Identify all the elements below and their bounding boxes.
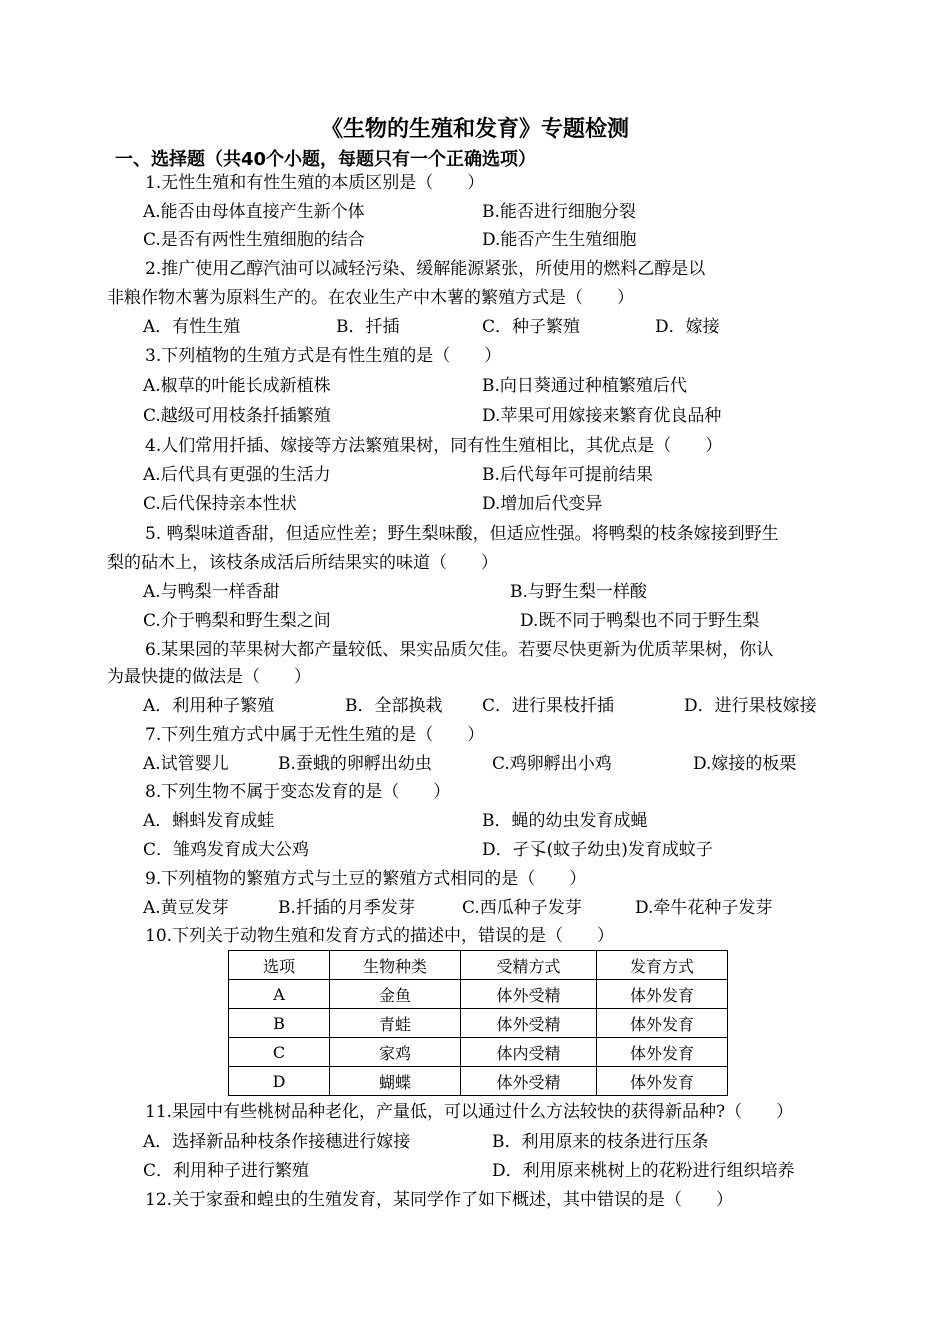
question-9-option-a: A.黄豆发芽 — [143, 898, 229, 918]
table-cell: 体外发育 — [597, 1038, 728, 1067]
table-cell: 体外发育 — [597, 1009, 728, 1038]
question-6-option-b: B．全部换栽 — [345, 696, 443, 716]
question-8-stem: 8.下列生物不属于变态发育的是（ ） — [145, 782, 451, 802]
question-8-option-b: B．蝇的幼虫发育成蝇 — [482, 811, 648, 831]
question-4-stem: 4.人们常用扦插、嫁接等方法繁殖果树，同有性生殖相比，其优点是（ ） — [145, 436, 723, 456]
table-row — [229, 980, 728, 1009]
question-7-option-a: A.试管婴儿 — [143, 754, 229, 774]
question-2-stem-line-1: 2.推广使用乙醇汽油可以减轻污染、缓解能源紧张，所使用的燃料乙醇是以 — [145, 259, 706, 279]
table-cell: 体外受精 — [461, 1067, 597, 1096]
question-7-option-c: C.鸡卵孵出小鸡 — [492, 754, 612, 774]
table-cell: 体外发育 — [597, 1067, 728, 1096]
question-8-option-a: A．蝌蚪发育成蛙 — [143, 811, 275, 831]
question-1-option-c: C.是否有两性生殖细胞的结合 — [143, 230, 365, 250]
question-2-option-b: B．扦插 — [336, 317, 400, 337]
table-header-cell: 选项 — [229, 951, 330, 980]
table-header-cell: 发育方式 — [597, 951, 728, 980]
table-cell: 青蛙 — [330, 1009, 461, 1038]
question-11-option-a: A．选择新品种枝条作接穗进行嫁接 — [143, 1132, 411, 1152]
question-8-option-d: D．孑孓(蚊子幼虫)发育成蚊子 — [482, 840, 713, 860]
question-3-option-b: B.向日葵通过种植繁殖后代 — [482, 376, 687, 396]
question-5-stem-line-1: 5. 鸭梨味道香甜，但适应性差；野生梨味酸，但适应性强。将鸭梨的枝条嫁接到野生 — [145, 524, 779, 544]
question-3-option-a: A.椒草的叶能长成新植株 — [143, 376, 331, 396]
table-cell: D — [229, 1067, 330, 1096]
question-1-stem: 1.无性生殖和有性生殖的本质区别是（ ） — [145, 173, 485, 193]
question-9-option-c: C.西瓜种子发芽 — [462, 898, 582, 918]
question-4-option-d: D.增加后代变异 — [482, 494, 603, 514]
question-1-option-a: A.能否由母体直接产生新个体 — [143, 202, 365, 222]
question-2-option-c: C．种子繁殖 — [482, 317, 581, 337]
question-7-option-b: B.蚕蛾的卵孵出幼虫 — [278, 754, 432, 774]
table-cell: A — [229, 980, 330, 1009]
table-row — [229, 1009, 728, 1038]
question-10-stem: 10.下列关于动物生殖和发育方式的描述中，错误的是（ ） — [145, 926, 615, 946]
question-1-option-d: D.能否产生生殖细胞 — [482, 230, 637, 250]
table-cell: 家鸡 — [330, 1038, 461, 1067]
question-10-table — [228, 950, 728, 1096]
question-2-stem-line-2: 非粮作物木薯为原料生产的。在农业生产中木薯的繁殖方式是（ ） — [107, 288, 634, 308]
question-6-option-a: A．利用种子繁殖 — [143, 696, 275, 716]
table-cell: B — [229, 1009, 330, 1038]
question-4-option-b: B.后代每年可提前结果 — [482, 465, 653, 485]
question-4-option-a: A.后代具有更强的生活力 — [143, 465, 331, 485]
question-3-option-d: D.苹果可用嫁接来繁育优良品种 — [482, 406, 722, 426]
question-9-stem: 9.下列植物的繁殖方式与土豆的繁殖方式相同的是（ ） — [145, 869, 587, 889]
question-2-option-d: D．嫁接 — [655, 317, 720, 337]
question-11-option-d: D．利用原来桃树上的花粉进行组织培养 — [492, 1161, 795, 1181]
table-row — [229, 1038, 728, 1067]
question-9-option-d: D.牵牛花种子发芽 — [635, 898, 773, 918]
question-12-stem: 12.关于家蚕和蝗虫的生殖发育，某同学作了如下概述，其中错误的是（ ） — [145, 1190, 734, 1210]
question-6-option-d: D．进行果枝嫁接 — [684, 696, 817, 716]
question-5-option-d: D.既不同于鸭梨也不同于野生梨 — [520, 611, 760, 631]
table-cell: 体外受精 — [461, 1009, 597, 1038]
table-cell: 体外受精 — [461, 980, 597, 1009]
table-cell: C — [229, 1038, 330, 1067]
question-3-option-c: C.越级可用枝条扦插繁殖 — [143, 406, 331, 426]
question-1-option-b: B.能否进行细胞分裂 — [482, 202, 636, 222]
table-cell: 体外发育 — [597, 980, 728, 1009]
question-2-option-a: A．有性生殖 — [143, 317, 241, 337]
page-title: 《生物的生殖和发育》专题检测 — [320, 117, 629, 142]
question-7-option-d: D.嫁接的板栗 — [693, 754, 797, 774]
question-8-option-c: C．雏鸡发育成大公鸡 — [143, 840, 310, 860]
question-6-option-c: C．进行果枝扦插 — [482, 696, 615, 716]
question-3-stem: 3.下列植物的生殖方式是有性生殖的是（ ） — [145, 346, 502, 366]
table-cell: 金鱼 — [330, 980, 461, 1009]
question-11-option-c: C．利用种子进行繁殖 — [143, 1161, 310, 1181]
question-6-stem-line-2: 为最快捷的做法是（ ） — [107, 667, 311, 687]
table-cell: 蝴蝶 — [330, 1067, 461, 1096]
table-header-row — [229, 951, 728, 980]
question-5-stem-line-2: 梨的砧木上，该枝条成活后所结果实的味道（ ） — [107, 553, 498, 573]
table-cell: 体内受精 — [461, 1038, 597, 1067]
question-6-stem-line-1: 6.某果园的苹果树大都产量较低、果实品质欠佳。若要尽快更新为优质苹果树，你认 — [145, 640, 774, 660]
question-5-option-a: A.与鸭梨一样香甜 — [143, 582, 280, 602]
question-7-stem: 7.下列生殖方式中属于无性生殖的是（ ） — [145, 725, 485, 745]
table-header-cell: 受精方式 — [461, 951, 597, 980]
question-5-option-c: C.介于鸭梨和野生梨之间 — [143, 611, 331, 631]
question-5-option-b: B.与野生梨一样酸 — [510, 582, 647, 602]
question-11-option-b: B．利用原来的枝条进行压条 — [492, 1132, 709, 1152]
question-9-option-b: B.扦插的月季发芽 — [278, 898, 415, 918]
table-row — [229, 1067, 728, 1096]
question-11-stem: 11.果园中有些桃树品种老化，产量低，可以通过什么方法较快的获得新品种?（ ） — [145, 1102, 794, 1122]
table-header-cell: 生物种类 — [330, 951, 461, 980]
section-heading: 一、选择题（共40个小题，每题只有一个正确选项） — [115, 149, 537, 170]
question-4-option-c: C.后代保持亲本性状 — [143, 494, 297, 514]
